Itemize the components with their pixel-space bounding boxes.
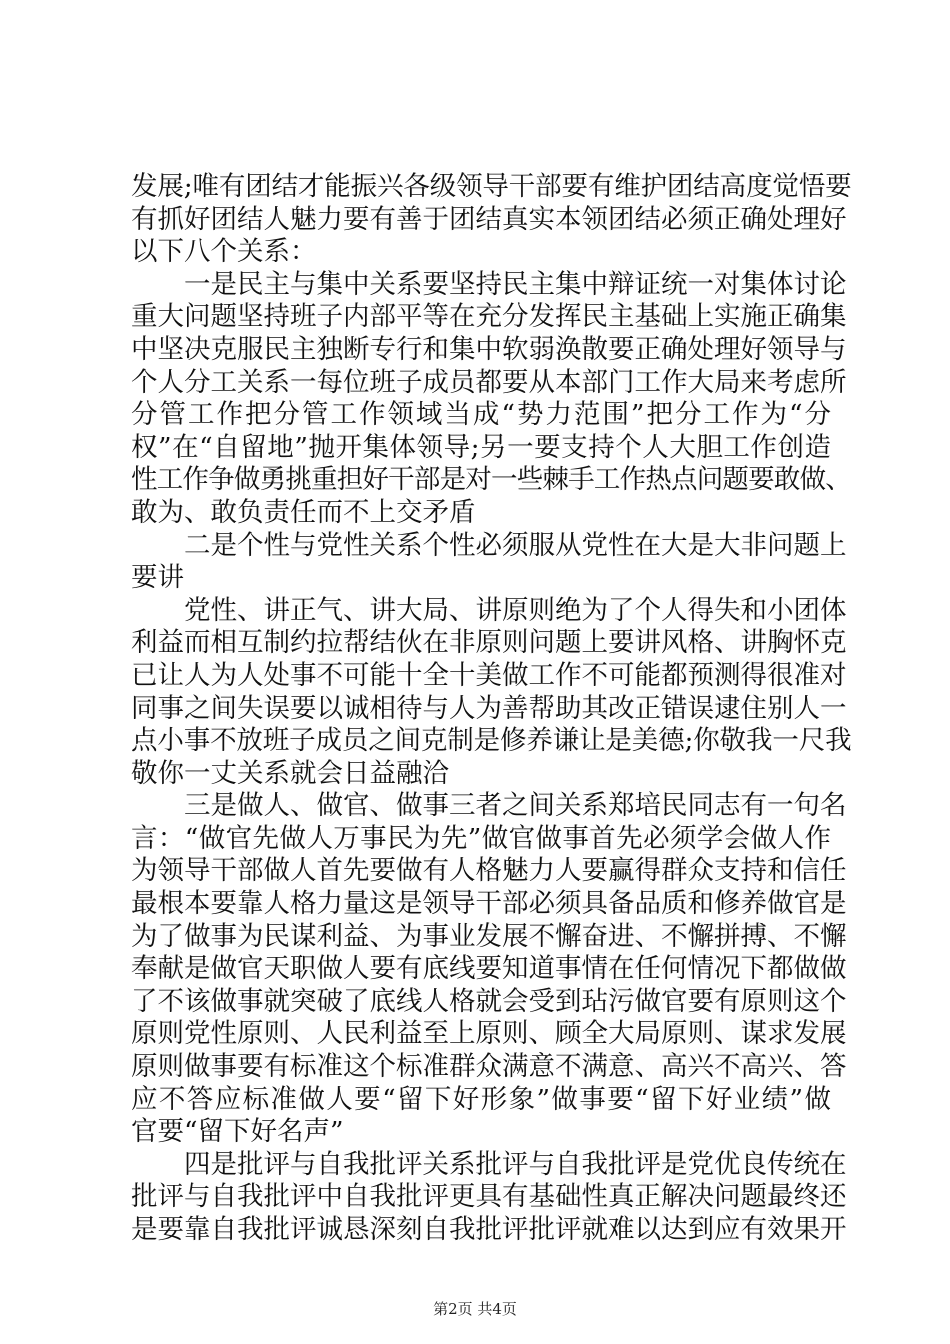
text-line: 最根本要靠人格力量这是领导干部必须具备品质和修养做官是 bbox=[131, 888, 847, 920]
document-body bbox=[131, 171, 852, 1247]
text-line: 敬你一丈关系就会日益融洽 bbox=[131, 757, 449, 789]
text-line: 了不该做事就突破了底线人格就会受到玷污做官要有原则这个 bbox=[131, 985, 847, 1017]
text-line: 分管工作把分管工作领域当成“势力范围”把分工作为“分 bbox=[131, 399, 831, 431]
text-line: 点小事不放班子成员之间克制是修养谦让是美德;你敬我一尺我 bbox=[131, 725, 852, 757]
text-line: 为了做事为民谋利益、为事业发展不懈奋进、不懈拼搏、不懈 bbox=[131, 920, 847, 952]
text-line: 个人分工关系一每位班子成员都要从本部门工作大局来考虑所 bbox=[131, 366, 847, 398]
text-line: 有抓好团结人魅力要有善于团结真实本领团结必须正确处理好 bbox=[131, 203, 847, 235]
text-line: 三是做人、做官、做事三者之间关系郑培民同志有一句名 bbox=[184, 790, 847, 822]
text-line: 党性、讲正气、讲大局、讲原则绝为了个人得失和小团体 bbox=[184, 594, 847, 626]
text-line: 一是民主与集中关系要坚持民主集中辩证统一对集体讨论 bbox=[184, 268, 847, 300]
text-line: 已让人为人处事不可能十全十美做工作不可能都预测得很准对 bbox=[131, 659, 847, 691]
text-line: 原则党性原则、人民利益至上原则、顾全大局原则、谋求发展 bbox=[131, 1018, 847, 1050]
text-line: 二是个性与党性关系个性必须服从党性在大是大非问题上 bbox=[184, 529, 847, 561]
text-line: 重大问题坚持班子内部平等在充分发挥民主基础上实施正确集 bbox=[131, 301, 847, 333]
text-line: 四是批评与自我批评关系批评与自我批评是党优良传统在 bbox=[184, 1148, 847, 1180]
text-line: 中坚决克服民主独断专行和集中软弱涣散要正确处理好领导与 bbox=[131, 333, 847, 365]
text-line: 奉献是做官天职做人要有底线要知道事情在任何情况下都做做 bbox=[131, 953, 847, 985]
text-line: 性工作争做勇挑重担好干部是对一些棘手工作热点问题要敢做、 bbox=[131, 464, 851, 496]
text-line: 应不答应标准做人要“留下好形象”做事要“留下好业绩”做 bbox=[131, 1083, 831, 1115]
text-line: 是要靠自我批评诚恳深刻自我批评批评就难以达到应有效果开 bbox=[131, 1214, 847, 1245]
text-line: 原则做事要有标准这个标准群众满意不满意、高兴不高兴、答 bbox=[131, 1051, 847, 1083]
text-line: 发展;唯有团结才能振兴各级领导干部要有维护团结高度觉悟要 bbox=[131, 171, 852, 202]
text-line: 言：“做官先做人万事民为先”做官做事首先必须学会做人作 bbox=[131, 822, 831, 854]
text-line: 权”在“自留地”抛开集体领导;另一要支持个人大胆工作创造 bbox=[131, 431, 831, 463]
text-line: 为领导干部做人首先要做有人格魅力人要赢得群众支持和信任 bbox=[131, 855, 847, 887]
text-line: 批评与自我批评中自我批评更具有基础性真正解决问题最终还 bbox=[131, 1181, 847, 1213]
text-line: 同事之间失误要以诚相待与人为善帮助其改正错误逮住别人一 bbox=[131, 692, 847, 724]
text-line: 要讲 bbox=[131, 562, 184, 594]
text-line: 敢为、敢负责任而不上交矛盾 bbox=[131, 496, 476, 528]
text-line: 官要“留下好名声” bbox=[131, 1116, 344, 1148]
page-footer: 第2页 共4页 bbox=[433, 1300, 517, 1318]
text-line: 以下八个关系： bbox=[131, 236, 317, 268]
text-line: 利益而相互制约拉帮结伙在非原则问题上要讲风格、讲胸怀克 bbox=[131, 627, 847, 659]
